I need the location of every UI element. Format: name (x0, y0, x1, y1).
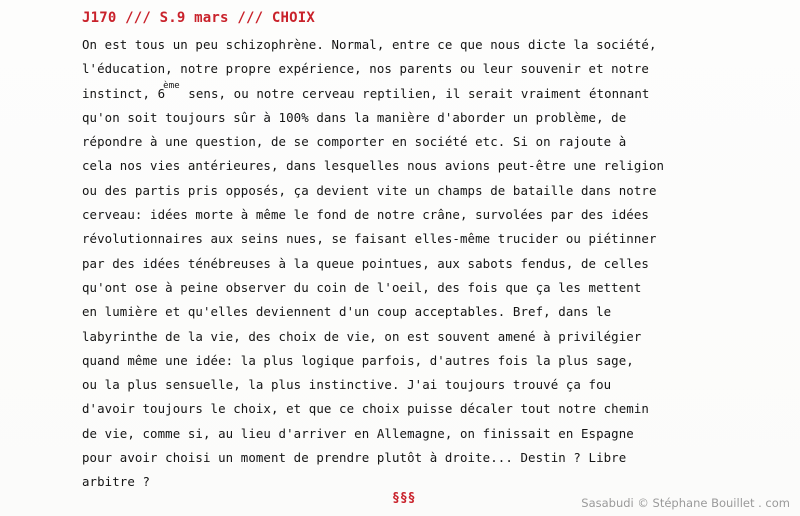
text-line: l'éducation, notre propre expérience, nos parents ou leur souvenir et notre (82, 61, 649, 77)
copyright-watermark: Sasabudi © Stéphane Bouillet . com (581, 496, 790, 510)
text-line: d'avoir toujours le choix, et que ce choix puisse décaler tout notre chemin (82, 401, 649, 417)
text-line: labyrinthe de la vie, des choix de vie, on est souvent amené à privilégier (82, 328, 642, 344)
text-line-prefix: instinct, 6 (82, 85, 166, 101)
text-line: On est tous un peu schizophrène. Normal, entre ce que nous dicte la société, (82, 37, 657, 52)
text-line-rest: sens, ou notre cerveau reptilien, il serait vraiment étonnant (188, 85, 650, 101)
entry-header: J170 /// S.9 mars /// CHOIX (82, 10, 315, 26)
text-line: arbitre ? (82, 474, 151, 490)
text-line: par des idées ténébreuses à la queue pointues, aux sabots fendus, de celles (82, 255, 649, 271)
text-line: qu'ont ose à peine observer du coin de l'oeil, des fois que ça les mettent (82, 279, 642, 295)
text-line: en lumière et qu'elles deviennent d'un coup acceptables. Bref, dans le (82, 304, 612, 320)
text-line: pour avoir choisi un moment de prendre plutôt à droite... Destin ? Libre (82, 450, 627, 466)
text-line: ou des partis pris opposés, ça devient vite un champs de bataille dans notre (82, 182, 657, 198)
text-line: quand même une idée: la plus logique parfois, d'autres fois la plus sage, (82, 352, 634, 368)
superscript-ordinal: ème (163, 80, 180, 91)
section-ornament: §§§ (392, 491, 416, 506)
text-line: révolutionnaires aux seins nues, se faisant elles-même trucider ou piétinner (82, 231, 657, 247)
text-line: cela nos vies antérieures, dans lesquelles nous avions peut-être une religion (82, 158, 665, 174)
typewritten-body (82, 33, 782, 495)
text-line: cerveau: idées morte à même le fond de notre crâne, survolées par des idées (82, 207, 649, 223)
text-line: répondre à une question, de se comporter en société etc. Si on rajoute à (82, 134, 627, 150)
text-line (82, 82, 782, 106)
text-line: qu'on soit toujours sûr à 100% dans la manière d'aborder un problème, de (82, 109, 627, 125)
text-line: de vie, comme si, au lieu d'arriver en Allemagne, on finissait en Espagne (82, 425, 634, 441)
text-line: ou la plus sensuelle, la plus instinctive. J'ai toujours trouvé ça fou (82, 377, 612, 393)
